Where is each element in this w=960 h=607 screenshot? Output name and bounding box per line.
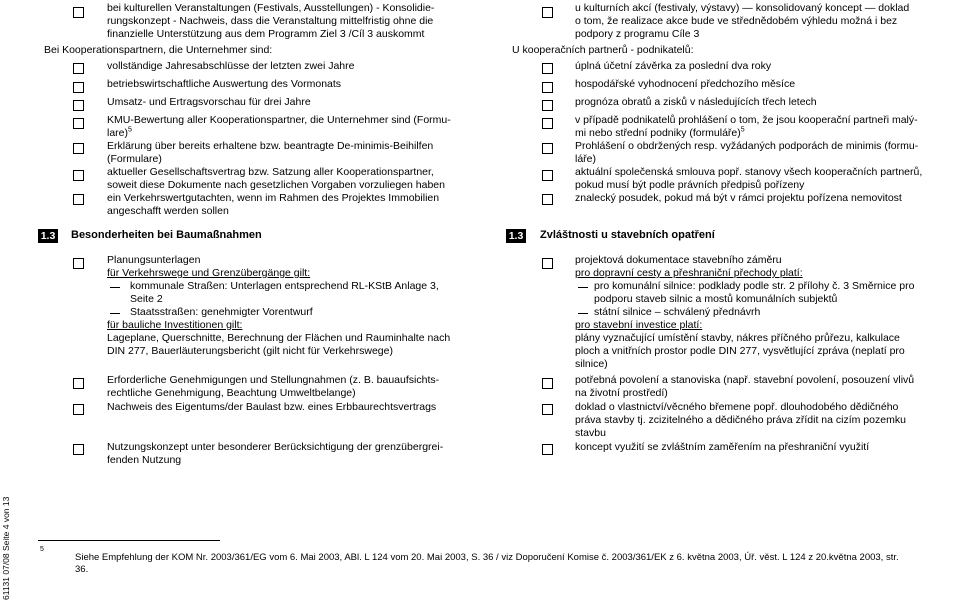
text-line: Staatsstraßen: genehmigter Vorentwurf (130, 306, 313, 318)
checkbox[interactable] (73, 7, 84, 18)
text-line: DIN 277, Bauerläuterungsbericht (gilt nicht für Verkehrswege) (107, 345, 393, 357)
text-line: silnice) (575, 358, 608, 370)
checkbox[interactable] (542, 170, 553, 181)
checkbox[interactable] (73, 258, 84, 269)
checkbox[interactable] (542, 194, 553, 205)
list-item-cont: lare) (107, 127, 129, 139)
text-line: podporu staveb silnic a mostů komunálních subjektů (594, 293, 838, 305)
text-line: pro stavební investice platí: (575, 319, 703, 331)
list-item: Erklärung über bereits erhaltene bzw. beantragte De-minimis-Beihilfen (107, 140, 434, 152)
text-line: potřebná povolení a stanoviska (např. stavební povolení, posouzení vlivů (575, 374, 915, 386)
dash-bullet (578, 313, 588, 314)
list-item: KMU-Bewertung aller Kooperationspartner, die Unternehmer sind (Formu- (107, 114, 451, 126)
list-item: betriebswirtschaftliche Auswertung des Vormonats (107, 78, 342, 90)
list-item (575, 127, 745, 140)
checkbox[interactable] (542, 444, 553, 455)
text-line: fenden Nutzung (107, 454, 182, 466)
text-line: projektová dokumentace stavebního záměru (575, 254, 782, 266)
list-item-cont: mi nebo střední podniky (formuláře) (575, 127, 741, 139)
list-item: soweit diese Dokumente nach gesetzlichen Vorgaben vorzuliegen haben (107, 179, 445, 191)
list-item (107, 127, 132, 140)
section-number: 1.3 (506, 229, 526, 243)
list-item: znalecký posudek, pokud má být v rámci projektu pořízena nemovitost (575, 192, 902, 204)
checkbox[interactable] (542, 404, 553, 415)
checkbox[interactable] (542, 258, 553, 269)
list-item: prognóza obratů a zisků v následujících třech letech (575, 96, 817, 108)
list-item: aktuální společenská smlouva popř. stanovy všech kooperačních partnerů, (575, 166, 923, 178)
list-item: vollständige Jahresabschlüsse der letzten zwei Jahre (107, 60, 355, 72)
page-sidebar-label: 61131 07/08 Seite 4 von 13 (1, 496, 11, 600)
section-number: 1.3 (38, 229, 58, 243)
text-line: u kulturních akcí (festivaly, výstavy) — konsolidovaný koncept — doklad (575, 2, 910, 14)
text-line: podpory z programu Cíle 3 (575, 28, 700, 40)
list-item: láře) (575, 153, 597, 165)
checkbox[interactable] (73, 143, 84, 154)
checkbox[interactable] (73, 118, 84, 129)
text-line: Planungsunterlagen (107, 254, 201, 266)
text-line: o tom, že realizace akce bude ve střednědobém výhledu možná i bez (575, 15, 898, 27)
list-item: pokud musí být podle právních předpisů pořízeny (575, 179, 805, 191)
text-line: Nachweis des Eigentums/der Baulast bzw. eines Erbbaurechtsvertrags (107, 401, 437, 413)
footnote-ref: 5 (128, 126, 132, 134)
partners-heading: Bei Kooperationspartnern, die Unternehmer sind: (44, 44, 273, 56)
list-item: ein Verkehrswertgutachten, wenn im Rahmen des Projektes Immobilien (107, 192, 440, 204)
text-line: práva stavby tj. zcizitelného a dědičného práva zřídit na cizím pozemku (575, 414, 906, 426)
list-item: Prohlášení o obdržených resp. vyžádaných podporách de minimis (formu- (575, 140, 919, 152)
checkbox[interactable] (73, 82, 84, 93)
text-line: für Verkehrswege und Grenzübergänge gilt: (107, 267, 311, 279)
footnote-mark: 5 (40, 546, 44, 553)
section-title: Zvláštnosti u stavebních opatření (540, 229, 715, 241)
dash-bullet (578, 287, 588, 288)
text-line: kommunale Straßen: Unterlagen entsprechend RL-KStB Anlage 3, (130, 280, 439, 292)
text-line: pro dopravní cesty a přeshraniční přechody platí: (575, 267, 803, 279)
checkbox[interactable] (542, 7, 553, 18)
checkbox[interactable] (542, 100, 553, 111)
section-title: Besonderheiten bei Baumaßnahmen (71, 229, 262, 241)
text-line: rungskonzept - Nachweis, dass die Veranstaltung mittelfristig ohne die (107, 15, 434, 27)
checkbox[interactable] (73, 170, 84, 181)
text-line: plány vyznačující umístění stavby, nákres příčného průřezu, kalkulace (575, 332, 900, 344)
checkbox[interactable] (73, 63, 84, 74)
text-line: Erforderliche Genehmigungen und Stellungnahmen (z. B. bauaufsichts- (107, 374, 440, 386)
text-line: na životní prostředí) (575, 387, 668, 399)
checkbox[interactable] (73, 444, 84, 455)
text-line: stavbu (575, 427, 606, 439)
checkbox[interactable] (542, 143, 553, 154)
text-line: koncept využití se zvláštním zaměřením na přeshraniční využití (575, 441, 870, 453)
list-item: (Formulare) (107, 153, 162, 165)
checkbox[interactable] (73, 194, 84, 205)
checkbox[interactable] (542, 82, 553, 93)
checkbox[interactable] (542, 378, 553, 389)
list-item: Umsatz- und Ertragsvorschau für drei Jahre (107, 96, 311, 108)
text-line: finanzielle Unterstützung aus dem Programm Ziel 3 /Cíl 3 auskommt (107, 28, 425, 40)
checkbox[interactable] (542, 63, 553, 74)
text-line: Seite 2 (130, 293, 163, 305)
text-line: pro komunální silnice: podklady podle str. 2 přílohy č. 3 Směrnice pro (594, 280, 915, 292)
list-item: aktueller Gesellschaftsvertrag bzw. Satzung aller Kooperationspartner, (107, 166, 434, 178)
list-item: úplná účetní závěrka za poslední dva roky (575, 60, 772, 72)
text-line: doklad o vlastnictví/věcného břemene popř. dlouhodobého dědičného (575, 401, 899, 413)
partners-heading: U kooperačních partnerů - podnikatelů: (512, 44, 694, 56)
dash-bullet (110, 313, 120, 314)
checkbox[interactable] (542, 118, 553, 129)
list-item: hospodářské vyhodnocení předchozího měsíce (575, 78, 796, 90)
text-line: ploch a vnitřních prostor podle DIN 277, vysvětlující zpráva (neplatí pro (575, 345, 905, 357)
text-line: rechtliche Genehmigung, Beachtung Umweltbelange) (107, 387, 356, 399)
text-line: für bauliche Investitionen gilt: (107, 319, 243, 331)
text-line: státní silnice – schválený přednávrh (594, 306, 761, 318)
footnote-separator (38, 540, 220, 541)
list-item: angeschafft werden sollen (107, 205, 229, 217)
dash-bullet (110, 287, 120, 288)
footnote-text: 36. (75, 564, 89, 575)
footnote-text: Siehe Empfehlung der KOM Nr. 2003/361/EG vom 6. Mai 2003, ABl. L 124 vom 20. Mai 2003, S. 36 / viz Doporučení Komise č. 2003/361/EK z 6. května 2003, Úř. věst. L 124 z 20.května 2003, str. (75, 552, 899, 563)
text-line: Lageplane, Querschnitte, Berechnung der Flächen und Rauminhalte nach (107, 332, 451, 344)
list-item: v případě podnikatelů prohlášení o tom, že jsou kooperační partneři malý- (575, 114, 918, 126)
checkbox[interactable] (73, 378, 84, 389)
text-line: bei kulturellen Veranstaltungen (Festivals, Ausstellungen) - Konsolidie- (107, 2, 435, 14)
text-line: Nutzungskonzept unter besonderer Berücksichtigung der grenzübergrei- (107, 441, 444, 453)
footnote-ref: 5 (740, 126, 745, 134)
checkbox[interactable] (73, 100, 84, 111)
checkbox[interactable] (73, 404, 84, 415)
